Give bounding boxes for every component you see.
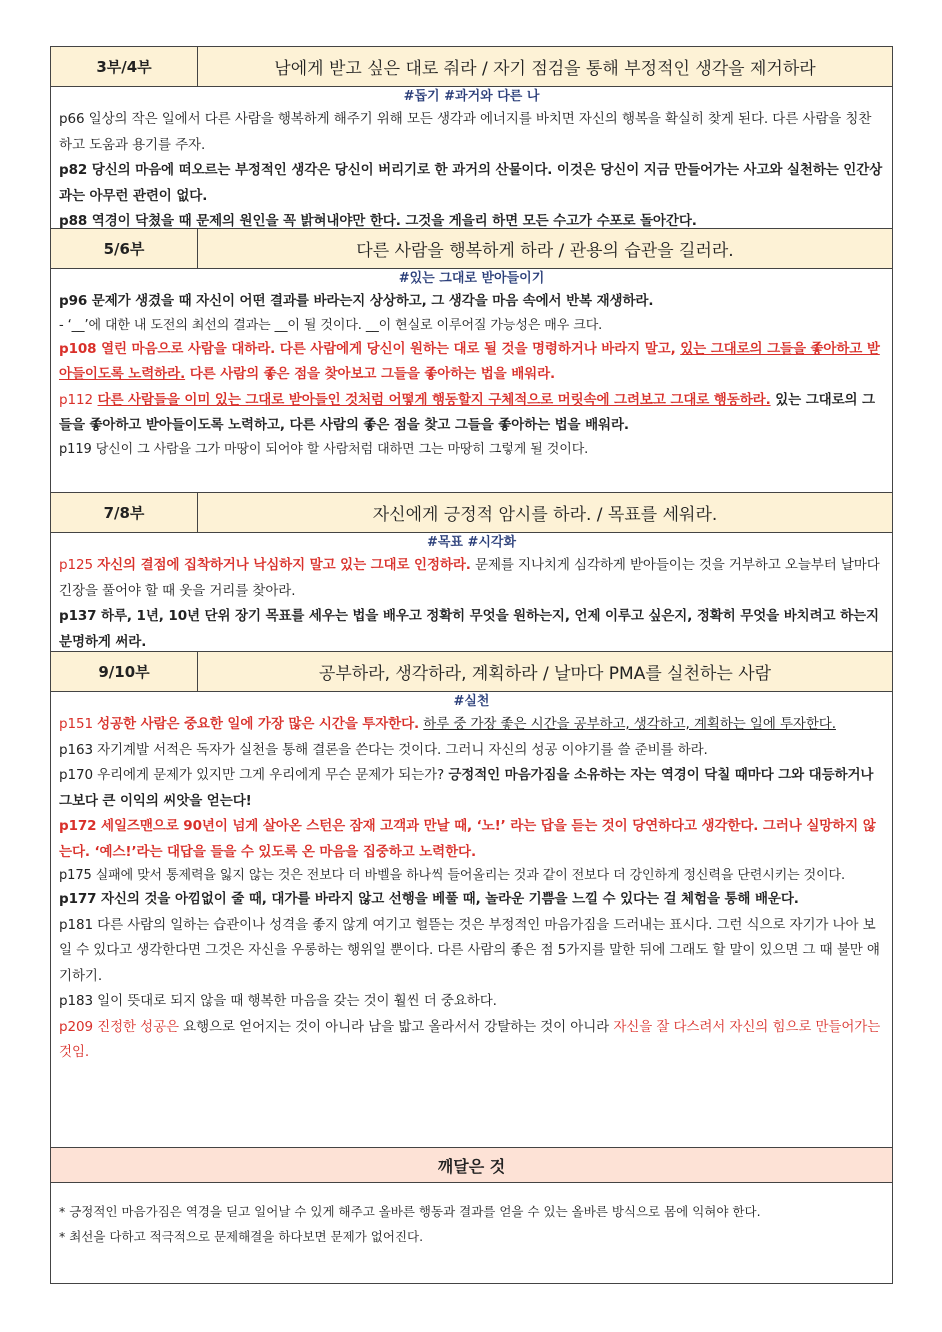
hashtags: #돕기 #과거와 다른 나 (403, 89, 540, 104)
page-ref: p108 (59, 340, 97, 357)
section-header-5-6 (51, 229, 892, 269)
quote-p175: p175 실패에 맞서 통제력을 잃지 않는 것은 전보다 더 바벨을 하나씩 들어올리는 것과 같이 전보다 더 강인하게 정신력을 단련시키는 것이다. (59, 868, 846, 883)
section-body-7-8 (51, 533, 892, 652)
conclusion-item: * 긍정적인 마음가짐은 역경을 딛고 일어날 수 있게 해주고 올바른 행동과 결과를 얻을 수 있는 올바른 방식으로 몸에 익혀야 한다. (59, 1204, 761, 1219)
quote-text-underlined: 있는 그대로의 그들을 좋아하고 받아들이도록 노력하라. (59, 340, 880, 382)
quote-text: 진정한 성공은 (97, 1018, 179, 1035)
quote-text-underlined: 다른 사람들을 이미 있는 그대로 받아들인 것처럼 어떻게 행동할지 구체적으로 머릿속에 그려보고 그대로 행동하라. (97, 391, 771, 408)
part-label: 7/8부 (51, 493, 198, 532)
quote-p96-template: - ‘__’에 대한 내 도전의 최선의 결과는 __이 될 것이다. __이 현실로 이루어질 가능성은 매우 크다. (59, 317, 603, 333)
quote-p88: p88 역경이 닥쳤을 때 문제의 원인을 꼭 밝혀내야만 한다. 그것을 게을리 하면 모든 수고가 수포로 돌아간다. (59, 213, 697, 229)
page-ref: p125 (59, 557, 93, 573)
quote-text: 자신의 결점에 집착하거나 낙심하지 말고 있는 그대로 인정하라. (97, 557, 471, 573)
quote-text: 다른 사람의 좋은 점을 찾아보고 그들을 좋아하는 법을 배워라. (185, 366, 556, 382)
quote-p96: p96 문제가 생겼을 때 자신이 어떤 결과를 바라는지 상상하고, 그 생각을 마음 속에서 반복 재생하라. (59, 293, 654, 309)
quote-p137: p137 하루, 1년, 10년 단위 장기 목표를 세우는 법을 배우고 정확히 무엇을 원하는지, 언제 이루고 싶은지, 정확히 무엇을 바치려고 하는지 분명하게 써라. (59, 608, 879, 650)
page-ref: p151 (59, 716, 93, 732)
section-title: 공부하라, 생각하라, 계획하라 / 날마다 PMA를 실천하는 사람 (318, 664, 772, 684)
quote-p125 (59, 553, 884, 604)
quote-text: 문제를 지나치게 심각하게 받아들이는 것을 거부하고 오늘부터 날마다 긴장을 풀어야 할 때 웃을 거리를 찾아라. (59, 557, 880, 599)
reading-note-sheet (50, 46, 893, 1284)
hashtags: #목표 #시각화 (426, 535, 517, 550)
part-label: 9/10부 (51, 652, 198, 691)
quote-text: 성공한 사람은 중요한 일에 가장 많은 시간을 투자한다. (97, 716, 420, 732)
quote-text: 있는 그대로의 그들을 좋아하고 받아들이도록 노력하고, 다른 사람의 좋은 점을 찾고 그들을 좋아하는 법을 배워라. (59, 391, 875, 433)
section-title: 다른 사람을 행복하게 하라 / 관용의 습관을 길러라. (356, 241, 734, 261)
quote-p172: p172 세일즈맨으로 90년이 넘게 살아온 스턴은 잠재 고객과 만날 때, ‘노!’ 라는 답을 듣는 것이 당연하다고 생각한다. 그러나 실망하지 않는다. ‘예스!’라는 대답을 들을 수 있도록 온 마음을 집중하고 노력한다. (59, 818, 876, 860)
section-header-7-8 (51, 493, 892, 533)
quote-text: 자신을 잘 다스려서 자신의 힘으로 만들어가는 것임. (59, 1018, 881, 1060)
section-header-3-4 (51, 47, 892, 87)
conclusion-body (51, 1183, 892, 1249)
section-body-3-4 (51, 87, 892, 229)
quote-p163: p163 자기계발 서적은 독자가 실천을 통해 결론을 쓴다는 것이다. 그러니 자신의 성공 이야기를 쓸 준비를 하라. (59, 741, 708, 758)
quote-p119: p119 당신이 그 사람을 그가 마땅이 되어야 할 사람처럼 대하면 그는 마땅히 그렇게 될 것이다. (59, 441, 589, 457)
quote-p209 (59, 1015, 884, 1066)
part-label: 5/6부 (51, 229, 198, 268)
page-ref: p112 (59, 391, 93, 408)
quote-p177: p177 자신의 것을 아낌없이 줄 때, 대가를 바라지 않고 선행을 베풀 때, 놀라운 기쁨을 느낄 수 있다는 걸 체험을 통해 배운다. (59, 891, 799, 907)
quote-p82: p82 당신의 마음에 떠오르는 부정적인 생각은 당신이 버리기로 한 과거의 산물이다. 이것은 당신이 지금 만들어가는 사고와 실천하는 인간상과는 아무런 관련이 없다. (59, 162, 883, 204)
quote-text: 요행으로 얻어지는 것이 아니라 남을 밟고 올라서서 강탈하는 것이 아니라 (178, 1018, 614, 1035)
quote-p183: p183 일이 뜻대로 되지 않을 때 행복한 마음을 갖는 것이 훨씬 더 중요하다. (59, 993, 497, 1009)
quote-text: 열린 마음으로 사람을 대하라. 다른 사람에게 당신이 원하는 대로 될 것을 명령하거나 바라지 말고, (101, 340, 681, 357)
hashtags: #있는 그대로 받아들이기 (398, 271, 545, 286)
section-title: 남에게 받고 싶은 대로 줘라 / 자기 점검을 통해 부정적인 생각을 제거하라 (274, 59, 816, 79)
quote-text-underlined: 하루 중 가장 좋은 시간을 공부하고, 생각하고, 계획하는 일에 투자한다. (423, 716, 836, 732)
quote-p108 (59, 337, 884, 388)
conclusion-item: * 최선을 다하고 적극적으로 문제해결을 하다보면 문제가 없어진다. (59, 1229, 424, 1244)
conclusion-header: 깨달은 것 (51, 1148, 892, 1183)
part-label: 3부/4부 (51, 47, 198, 86)
quote-p170 (59, 763, 884, 814)
quote-p181: p181 다른 사람의 일하는 습관이나 성격을 좋지 않게 여기고 헐뜯는 것은 부정적인 마음가짐을 드러내는 표시다. 그런 식으로 자기가 나아 보일 수 있다고 생각한다면 그것은 자신을 우롱하는 행위일 뿐이다. 다른 사람의 좋은 점 5가지를 말한 뒤에 그래도 할 말이 있으면 그 때 불만 얘기하기. (59, 916, 880, 984)
page-ref: p209 (59, 1018, 93, 1035)
quote-p112 (59, 388, 884, 439)
quote-p151 (59, 712, 884, 738)
section-title: 자신에게 긍정적 암시를 하라. / 목표를 세워라. (372, 505, 718, 525)
quote-text-bold: 긍정적인 마음가짐을 소유하는 자는 역경이 닥칠 때마다 그와 대등하거나 그보다 큰 이익의 씨앗을 얻는다! (59, 767, 874, 809)
section-header-9-10 (51, 652, 892, 692)
hashtags: #실천 (453, 694, 490, 709)
quote-text: p170 우리에게 문제가 있지만 그게 우리에게 무슨 문제가 되는가? (59, 767, 449, 783)
section-body-9-10 (51, 692, 892, 1148)
section-body-5-6 (51, 269, 892, 493)
quote-p66: p66 일상의 작은 일에서 다른 사람을 행복하게 해주기 위해 모든 생각과 에너지를 바치면 자신의 행복을 확실히 찾게 된다. 다른 사람을 칭찬하고 도움과 용기를 주자. (59, 111, 872, 153)
